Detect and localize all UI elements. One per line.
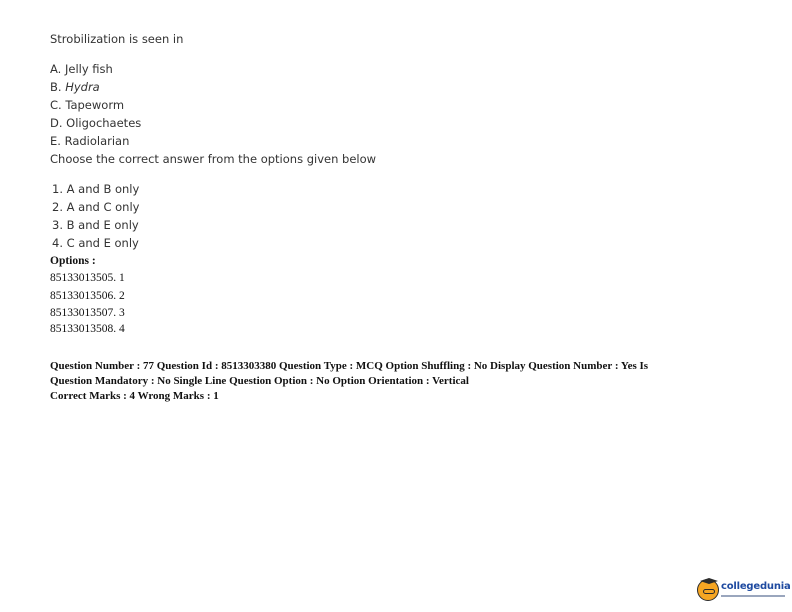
question-meta-line-2: Question Mandatory : No Single Line Question Option : No Option Orientation : Vertical xyxy=(50,375,469,387)
statement-b xyxy=(50,78,100,96)
option-item-3: 85133013507. 3 xyxy=(50,307,125,319)
option-item-2: 85133013506. 2 xyxy=(50,290,125,302)
option-item-4: 85133013508. 4 xyxy=(50,323,125,335)
statement-e-prefix: E. xyxy=(50,134,65,148)
choice-1: 1. A and B only xyxy=(52,182,140,196)
statement-d-text: Oligochaetes xyxy=(66,116,142,130)
statement-a-text: Jelly fish xyxy=(64,62,113,76)
choice-4: 4. C and E only xyxy=(52,236,139,250)
statement-b-text: Hydra xyxy=(65,80,100,94)
graduate-mascot-icon xyxy=(697,579,719,601)
statement-a-prefix: A. xyxy=(50,62,65,76)
statement-c-text: Tapeworm xyxy=(65,98,125,112)
statement-a xyxy=(50,60,113,78)
statement-d xyxy=(50,114,141,132)
options-heading: Options : xyxy=(50,255,96,267)
statement-b-prefix: B. xyxy=(50,80,66,94)
choice-3: 3. B and E only xyxy=(52,218,139,232)
logo-text: collegedunia xyxy=(721,581,791,592)
statement-c xyxy=(50,96,124,114)
logo-tagline-bar xyxy=(721,595,785,597)
statement-c-prefix: C. xyxy=(50,98,66,112)
statement-e-text: Radiolarian xyxy=(64,134,130,148)
option-item-1: 85133013505. 1 xyxy=(50,272,125,284)
question-stem: Strobilization is seen in xyxy=(50,32,184,46)
instruction-text: Choose the correct answer from the options given below xyxy=(50,152,377,166)
statement-e xyxy=(50,132,129,150)
statement-d-prefix: D. xyxy=(50,116,67,130)
collegedunia-logo xyxy=(697,577,791,605)
question-meta-line-3: Correct Marks : 4 Wrong Marks : 1 xyxy=(50,390,219,402)
question-meta-line-1: Question Number : 77 Question Id : 8513303380 Question Type : MCQ Option Shuffling : No Display Question Number : Yes Is xyxy=(50,360,649,372)
choice-2: 2. A and C only xyxy=(52,200,140,214)
